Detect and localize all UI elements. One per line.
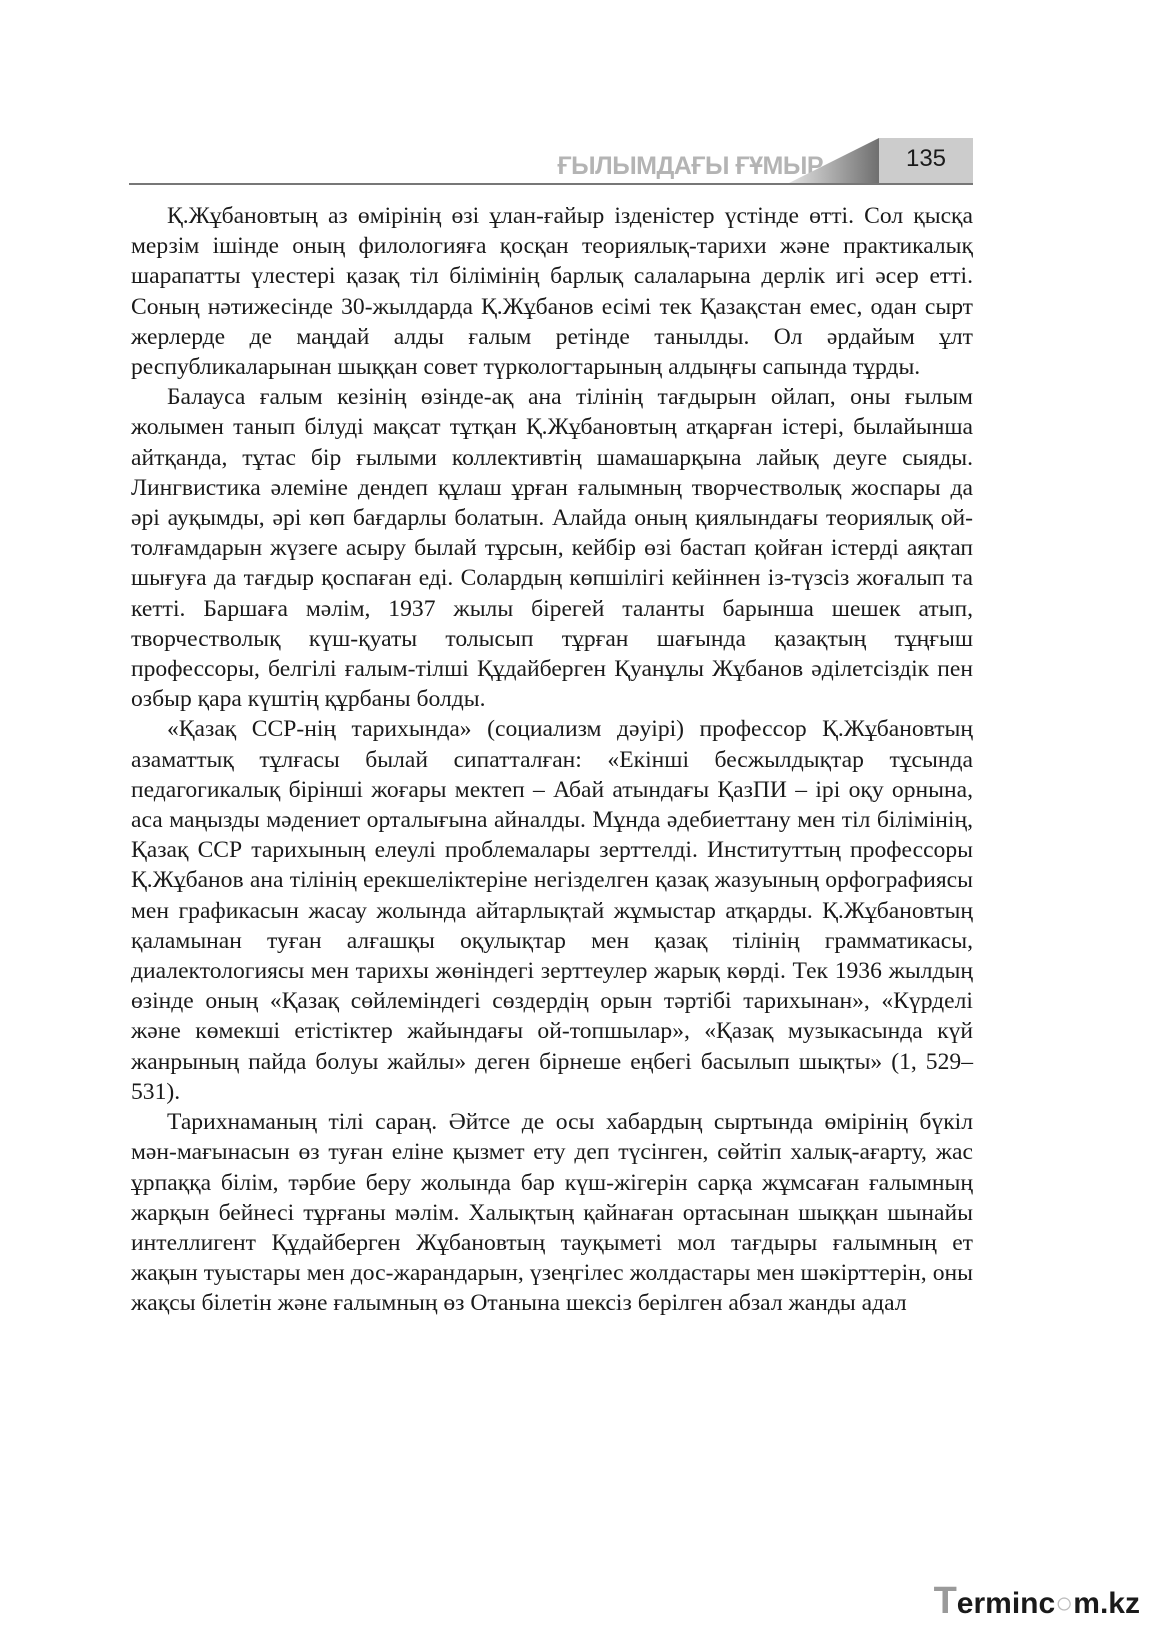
page-number: 135 xyxy=(905,145,947,172)
header-rule xyxy=(129,183,973,185)
watermark-o-mark: ○ xyxy=(1055,1587,1074,1620)
section-title: ҒЫЛЫМДАҒЫ ҒҰМЫР xyxy=(557,152,823,180)
paragraph: Балауса ғалым кезінің өзінде-ақ ана тілінің тағдырын ойлап, оны ғылым жолымен танып білуді мақсат тұтқан Қ.Жұбановтың атқарған істері, былайынша айтқанда, тұтас бір ғылыми коллективтің шамашарқына лайық деуге сыяды. Лингвистика әлеміне дендеп құлаш ұрған ғалымның творчестволық жоспары да әрі ауқымды, әрі көп бағдарлы болатын. Алайда оның қиялындағы теориялық ой-толғамдарын жүзеге асыру былай тұрсын, кейбір өзі бастап қойған істерді аяқтап шығуға да тағдыр қоспаған еді. Солардың көпшілігі кейіннен із-түзсіз жоғалып та кетті. Баршаға мәлім, 1937 жылы бірегей таланты барынша шешек атып, творчестволық күш-қуаты толысып тұрған шағында қазақтың тұңғыш профессоры, белгілі ғалым-тілші Құдайберген Қуанұлы Жұбанов әділетсіздік пен озбыр қара күштің құрбаны болды. xyxy=(131,384,973,713)
termincom-watermark xyxy=(934,1580,1140,1623)
watermark-text-start: erminc xyxy=(956,1587,1056,1620)
body-text xyxy=(131,201,973,1319)
running-header xyxy=(129,138,973,186)
paragraph: Тарихнаманың тілі сараң. Әйтсе де осы хабардың сыртында өмірінің бүкіл мән-мағынасын өз туған еліне қызмет ету деп түсінген, сөйтіп халық-ағарту, жас ұрпаққа білім, тәрбие беру жолында бар күш-жігерін сарқа жұмсаған ғалымның жарқын бейнесі тұрғаны мәлім. Халықтың қайнаған ортасынан шыққан шынайы интеллигент Құдайберген Жұбановтың тауқыметі мол тағдыры ғалымның ет жақын туыстары мен дос-жарандарын, үзеңгілес жолдастары мен шәкірттерін, оны жақсы білетін және ғалымның өз Отанына шексіз берілген абзал жанды адал xyxy=(131,1109,973,1317)
watermark-text-end: m.kz xyxy=(1073,1587,1140,1620)
header-wedge-decoration xyxy=(789,138,879,183)
paragraph: «Қазақ ССР-нің тарихында» (социализм дәуірі) профессор Қ.Жұбановтың азаматтық тұлғасы былай сипатталған: «Екінші бесжылдықтар тұсында педагогикалық бірінші жоғары мектеп – Абай атындағы ҚазПИ – ірі оқу орнына, аса маңызды мәдениет орталығына айналды. Мұнда әдебиеттану мен тіл білімінің, Қазақ ССР тарихының елеулі проблемалары зерттелді. Институттың профессоры Қ.Жұбанов ана тілінің ерекшеліктеріне негізделген қазақ жазуының орфографиясы мен графикасын жасау жолында айтарлықтай жұмыстар атқарды. Қ.Жұбановтың қаламынан туған алғашқы оқулықтар мен қазақ тілінің грамматикасы, диалектологиясы мен тарихы жөніндегі зерттеулер жарық көрді. Тек 1936 жылдың өзінде оның «Қазақ сөйлеміндегі сөздердің орын тәртібі тарихынан», «Күрделі және көмекші етістіктер жайындағы ой-топшылар», «Қазақ музыкасында күй жанрының пайда болуы жайлы» деген бірнеше еңбегі басылып шықты» (1, 529–531). xyxy=(131,716,973,1105)
paragraph: Қ.Жұбановтың аз өмірінің өзі ұлан-ғайыр ізденістер үстінде өтті. Сол қысқа мерзім ішінде оның филологияға қосқан теориялық-тарихи және практикалық шарапатты үлестері қазақ тіл білімінің барлық салаларына дерлік игі әсер етті. Соның нәтижесінде 30-жылдарда Қ.Жұбанов есімі тек Қазақстан емес, одан сырт жерлерде де маңдай алды ғалым ретінде танылды. Ол әрдайым ұлт республикаларынан шыққан совет түркологтарының алдыңғы сапында тұрды. xyxy=(131,203,973,381)
watermark-initial: T xyxy=(933,1580,957,1622)
